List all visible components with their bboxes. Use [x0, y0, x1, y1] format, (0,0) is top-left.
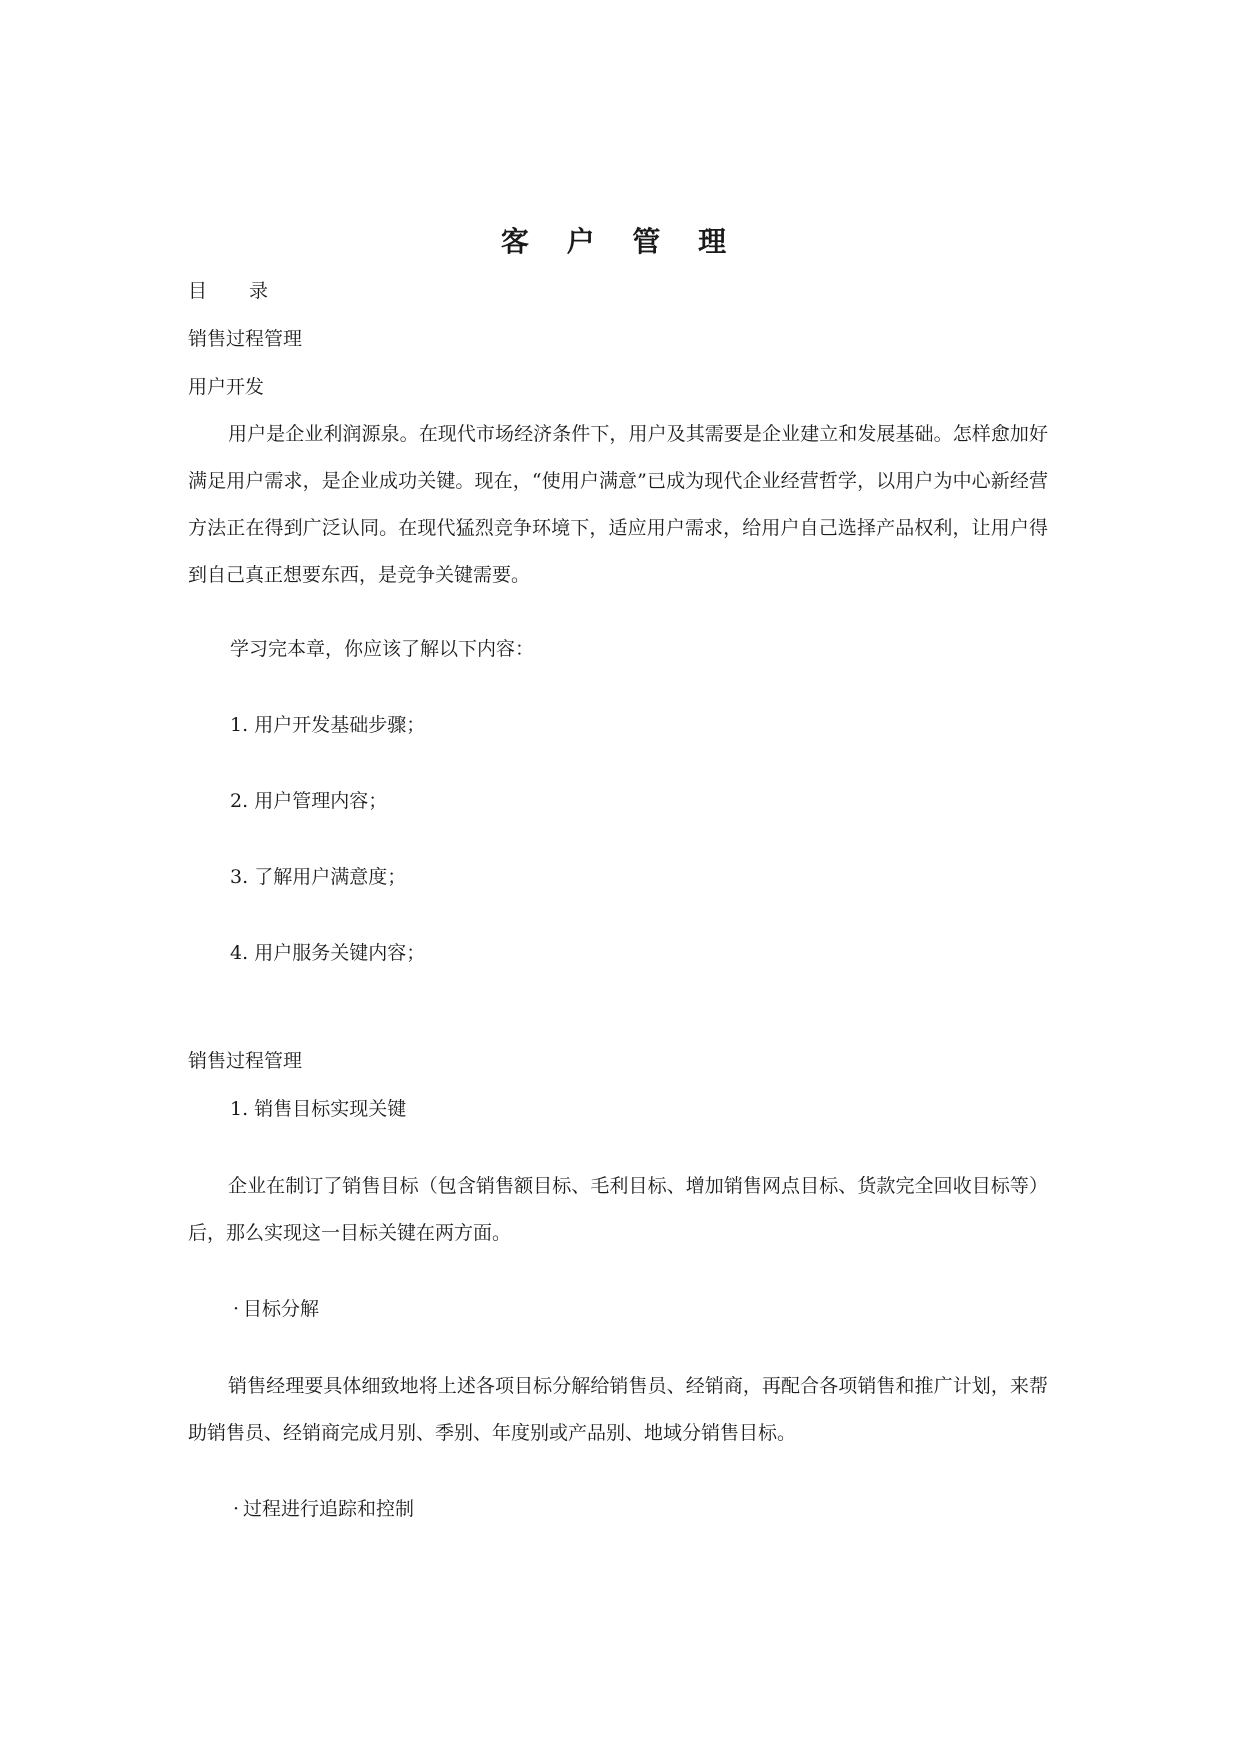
learn-item-text: 了解用户满意度； [254, 866, 407, 888]
learn-item-text: 用户管理内容； [254, 790, 388, 812]
learn-item-number: 2. [230, 790, 249, 812]
intro-paragraph: 用户是企业利润源泉。在现代市场经济条件下，用户及其需要是企业建立和发展基础。怎样愈加好满足用户需求，是企业成功关键。现在，“使用户满意”已成为现代企业经营哲学，以用户为中心新经营方法正在得到广泛认同。在现代猛烈竞争环境下，适应用户需求，给用户自己选择产品权利，让用户得到自己真正想要东西，是竞争关键需要。 [188, 423, 1048, 586]
learn-item-2 [230, 788, 387, 814]
subsection-number: 1. [230, 1098, 249, 1120]
subsection-heading [230, 1096, 406, 1122]
toc-item-customer-development: 用户开发 [188, 376, 265, 398]
learn-item-3 [230, 864, 406, 890]
learn-intro: 学习完本章，你应该了解以下内容： [230, 638, 535, 660]
bullet-icon: · [233, 1298, 240, 1320]
learn-item-number: 1. [230, 714, 249, 736]
bullet-item-decompose [233, 1296, 319, 1322]
learn-item-number: 3. [230, 866, 249, 888]
bullet-text: 过程进行追踪和控制 [243, 1498, 415, 1520]
learn-item-1 [230, 712, 425, 738]
bullet-icon: · [233, 1498, 240, 1520]
toc-label: 目 录 [188, 280, 287, 302]
subsection-text: 销售目标实现关键 [254, 1098, 407, 1120]
toc-item-sales-process: 销售过程管理 [188, 328, 303, 350]
section-heading: 销售过程管理 [188, 1050, 303, 1072]
decompose-paragraph: 销售经理要具体细致地将上述各项目标分解给销售员、经销商，再配合各项销售和推广计划，来帮助销售员、经销商完成月别、季别、年度别或产品别、地域分销售目标。 [188, 1375, 1048, 1444]
bullet-item-tracking [233, 1496, 414, 1522]
document-title: 客 户 管 理 [500, 225, 741, 258]
target-paragraph: 企业在制订了销售目标（包含销售额目标、毛利目标、增加销售网点目标、货款完全回收目标等）后，那么实现这一目标关键在两方面。 [188, 1175, 1048, 1244]
learn-item-number: 4. [230, 942, 249, 964]
bullet-text: 目标分解 [243, 1298, 320, 1320]
learn-item-text: 用户开发基础步骤； [254, 714, 426, 736]
learn-item-4 [230, 940, 425, 966]
learn-item-text: 用户服务关键内容； [254, 942, 426, 964]
